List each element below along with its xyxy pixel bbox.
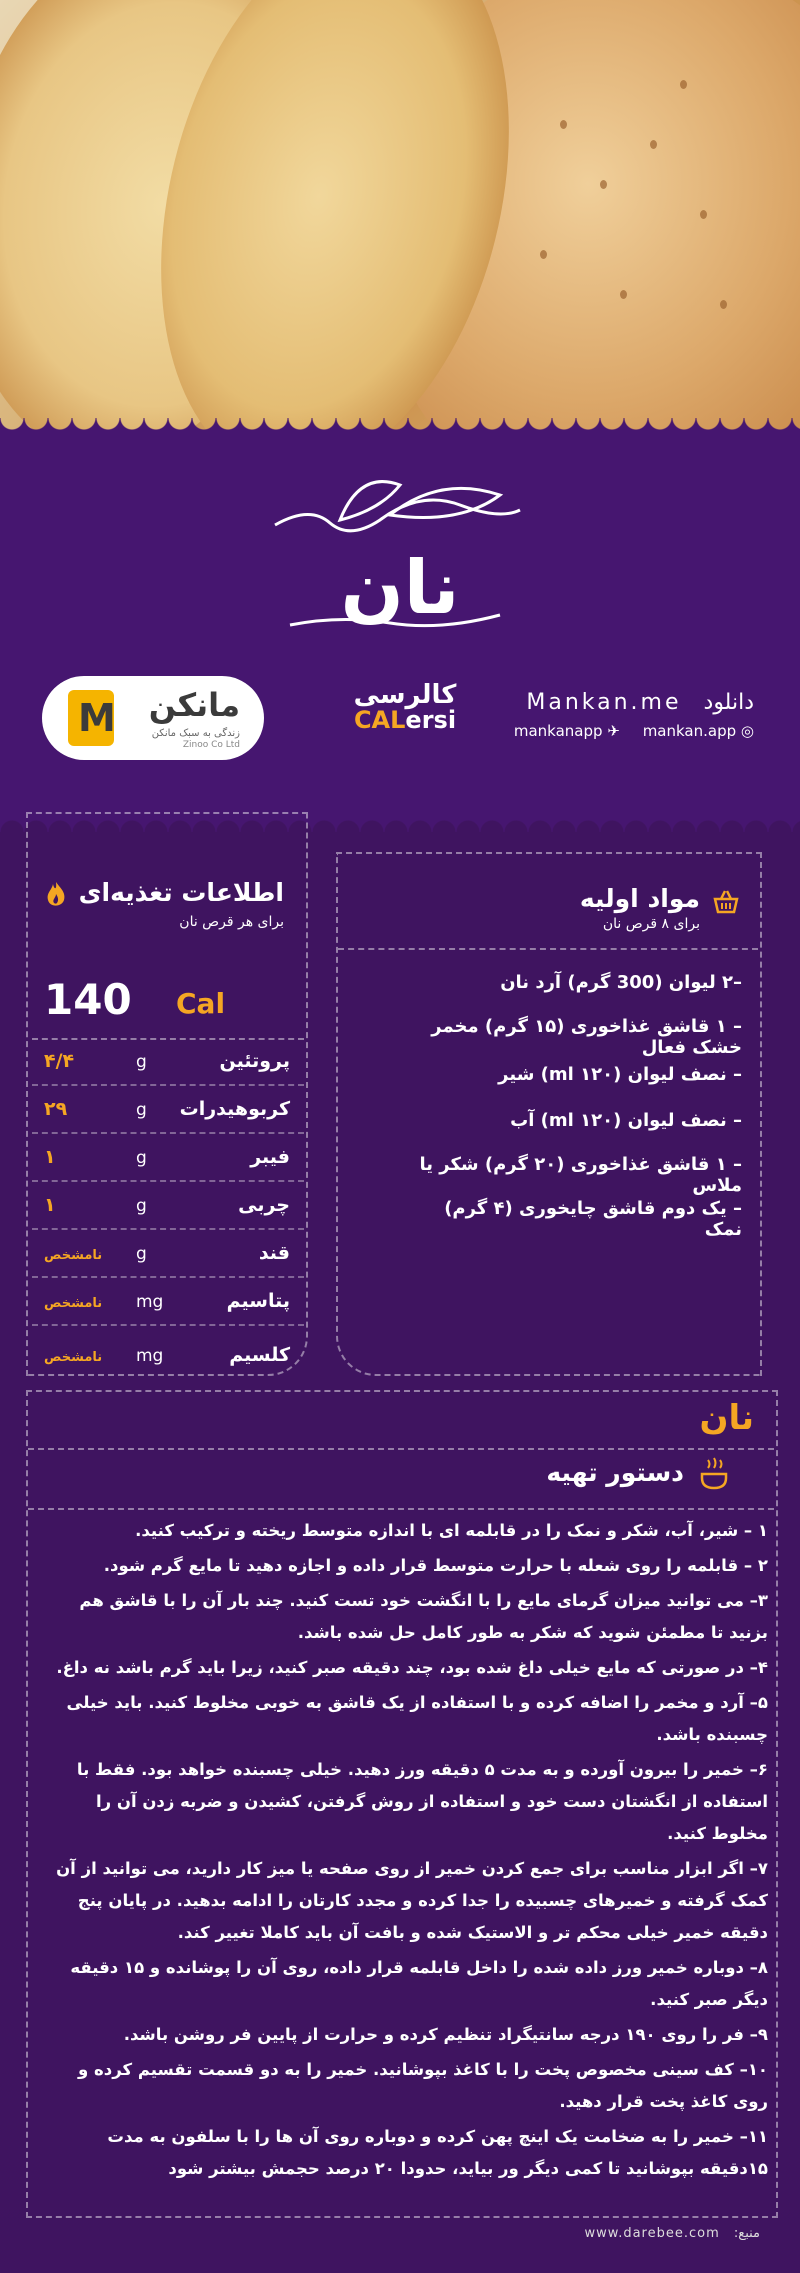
step-item: ۷– اگر ابزار مناسب برای جمع کردن خمیر از روی صفحه یا میز کار دارید، می توانید از آن کمک گرفته و خمیرهای چسبیده را جدا کرده و مجدد کارتان را ادامه بدهید. در پایان پنج دقیقه خمیر خیلی محکم تر و الاستیک شده و بافت آن باید کاملا تغییر کند. <box>56 1859 768 1942</box>
mankan-logo[interactable] <box>42 676 264 760</box>
preparation-heading: دستور تهیه <box>546 1458 684 1487</box>
step-item: ۳– می توانید میزان گرمای مایع را با انگشت خود تست کنید. چند بار آن را با قاشق هم بزنید تا مطمئن شوید که شکر به طور کامل حل شده باشد. <box>79 1591 768 1642</box>
calersi-en <box>350 706 460 734</box>
nutrition-row-sugar <box>32 1232 304 1278</box>
download-site[interactable]: Mankan.me <box>526 690 682 715</box>
bread-texture <box>620 290 627 299</box>
calories-unit: Cal <box>176 987 226 1020</box>
nutrition-row-potassium <box>32 1280 304 1326</box>
source-url[interactable]: www.darebee.com <box>584 2226 720 2241</box>
bread-texture <box>700 210 707 219</box>
nutrient-value: ۲۹ <box>44 1098 68 1120</box>
calories-value: 140 <box>44 975 132 1024</box>
bread-texture <box>650 140 657 149</box>
step-item: ۹– فر را روی ۱۹۰ درجه سانتیگراد تنظیم کرده و حرارت از پایین فر روشن باشد. <box>123 2025 768 2044</box>
ingredients-subheading: برای ۸ قرص نان <box>602 916 700 932</box>
download-label: دانلود <box>703 690 754 715</box>
basket-icon <box>712 888 740 916</box>
step-item: ۱۰– کف سینی مخصوص پخت را با کاغذ بپوشانید. خمیر را به دو قسمت تقسیم کرده و روی کاغذ پخت قرار دهید. <box>78 2060 768 2111</box>
nutrition-row-protein <box>32 1040 304 1086</box>
step-item: ۱ – شیر، آب، شکر و نمک را در قابلمه ای با اندازه متوسط ریخته و ترکیب کنید. <box>135 1521 768 1540</box>
ingredient-item: – ۱ قاشق غذاخوری (۱۵ گرم) مخمر خشک فعال <box>431 1016 742 1058</box>
nutrient-unit: g <box>136 1052 147 1072</box>
nutrient-label: فیبر <box>250 1146 290 1168</box>
nutrient-unit: g <box>136 1196 147 1216</box>
bread-texture <box>540 250 547 259</box>
nutrient-value: نامشخص <box>44 1296 103 1311</box>
nutrient-unit: mg <box>136 1346 164 1366</box>
nutrient-unit: g <box>136 1100 147 1120</box>
nutrient-label: کربوهیدرات <box>179 1098 290 1120</box>
bread-texture <box>560 120 567 129</box>
ingredient-item: – یک دوم قاشق چایخوری (۴ گرم) نمک <box>444 1198 742 1240</box>
step-item: ۴– در صورتی که مایع خیلی داغ شده بود، چند دقیقه صبر کنید، زیرا باید گرم باشد نه داغ. <box>56 1658 768 1677</box>
nutrient-value: نامشخص <box>44 1248 103 1263</box>
nutrient-value: ۱ <box>44 1146 56 1168</box>
nutrient-value: ۱ <box>44 1194 56 1216</box>
step-item: ۵– آرد و مخمر را اضافه کرده و با استفاده از یک قاشق به خوبی مخلوط کنید. باید خیلی چسبنده باشد. <box>66 1693 768 1744</box>
recipe-title: نان <box>340 545 460 631</box>
nutrient-unit: g <box>136 1244 147 1264</box>
step-item: ۶– خمیر را بیرون آورده و به مدت ۵ دقیقه ورز دهید. خیلی چسبنده خواهد بود. فقط با استفاده از انگشتان دست خود و استفاده از روش گرفتن، کشیدن و ضربه زدن آن را مخلوط کنید. <box>76 1760 768 1843</box>
source-label: منبع: <box>733 2226 760 2241</box>
nutrient-value: ۴/۴ <box>44 1050 75 1072</box>
mankan-ruler-icon: M <box>68 690 114 746</box>
bread-texture <box>720 300 727 309</box>
bread-texture <box>600 180 607 189</box>
nutrient-label: قند <box>258 1242 290 1264</box>
ingredient-item: – ۱ قاشق غذاخوری (۲۰ گرم) شکر یا ملاس <box>419 1154 742 1196</box>
nutrient-label: پروتئین <box>219 1050 290 1072</box>
step-item: ۱۱– خمیر را به ضخامت یک اینچ پهن کرده و دوباره روی آن ها را با سلفون به مدت ۱۵دقیقه بپوشانید تا کمی دیگر ور بیاید، حدودا ۲۰ درصد حجمش بیشتر شود <box>107 2127 768 2178</box>
nutrient-label: کلسیم <box>229 1344 290 1366</box>
nutrient-value: نامشخص <box>44 1350 103 1365</box>
mankan-company: Zinoo Co Ltd <box>182 740 240 750</box>
ingredient-item: –۲ لیوان (300 گرم) آرد نان <box>500 972 742 993</box>
nutrition-row-calcium <box>32 1334 304 1380</box>
download-line <box>514 690 754 715</box>
ingredients-divider <box>338 948 758 950</box>
preparation-divider <box>28 1508 774 1510</box>
nutrient-label: پتاسیم <box>226 1290 290 1312</box>
ingredient-item: – نصف لیوان (۱۲۰ ml) شیر <box>498 1064 742 1085</box>
nutrient-unit: mg <box>136 1292 164 1312</box>
cooking-pot-icon <box>698 1456 730 1492</box>
preparation-divider <box>28 1448 774 1450</box>
bread-photo <box>0 0 800 440</box>
telegram-link[interactable] <box>514 722 620 740</box>
telegram-handle: mankanapp <box>513 722 603 740</box>
preparation-steps <box>56 1515 768 2188</box>
ingredient-item: – نصف لیوان (۱۲۰ ml) آب <box>510 1110 742 1131</box>
preparation-dish-title: نان <box>699 1398 754 1438</box>
ingredients-heading: مواد اولیه <box>579 884 700 913</box>
nutrient-unit: g <box>136 1148 147 1168</box>
step-item: ۲ – قابلمه را روی شعله با حرارت متوسط قرار داده و اجازه دهید تا مایع گرم شود. <box>103 1556 768 1575</box>
nutrition-row-carbs <box>32 1088 304 1134</box>
mankan-tagline: زندگی به سبک مانکن <box>151 728 240 739</box>
nutrition-row-fiber <box>32 1136 304 1182</box>
flame-icon <box>44 880 68 910</box>
nutrient-label: چربی <box>238 1194 290 1216</box>
step-item: ۸– دوباره خمیر ورز داده شده را داخل قابلمه قرار داده، روی آن را پوشانده و ۱۵ دقیقه دیگر صبر کنید. <box>70 1958 768 2009</box>
social-links <box>496 722 754 740</box>
calersi-en-prefix: CAL <box>353 706 406 734</box>
source-footer <box>584 2226 760 2241</box>
nutrition-subheading: برای هر قرص نان <box>179 914 284 930</box>
nutrition-heading: اطلاعات تغذیه‌ای <box>78 878 284 907</box>
calersi-fa: کالرسی <box>353 680 457 710</box>
calersi-en-suffix: ersi <box>405 706 457 734</box>
bread-texture <box>680 80 687 89</box>
mankan-name: مانکن <box>148 686 240 724</box>
instagram-icon: ◎ <box>740 722 754 740</box>
calersi-logo[interactable] <box>350 680 460 750</box>
instagram-handle: mankan.app <box>642 722 737 740</box>
telegram-icon: ✈ <box>607 722 620 740</box>
nutrition-row-fat <box>32 1184 304 1230</box>
instagram-link[interactable] <box>643 722 754 740</box>
